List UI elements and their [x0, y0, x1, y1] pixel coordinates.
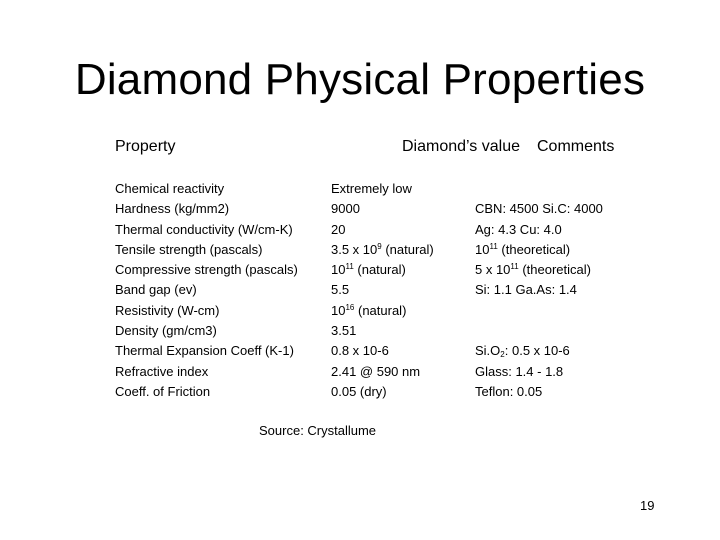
text-segment: Si.O [475, 343, 501, 359]
text-segment: Si: 1.1 Ga.As: 1.4 [475, 282, 577, 298]
diamond-value [331, 240, 434, 260]
text-segment: 5.5 [331, 282, 350, 298]
text-segment: 10 [475, 241, 490, 257]
text-segment: (natural) [354, 302, 407, 318]
property-label: Refractive index [115, 363, 209, 379]
comment [475, 301, 603, 321]
text-segment: 11 [345, 262, 354, 272]
text-segment: (theoretical) [518, 262, 591, 278]
diamond-value [331, 321, 434, 341]
comment [475, 341, 603, 361]
property-label: Density (gm/cm3) [115, 323, 217, 339]
text-segment: 9000 [331, 201, 360, 217]
page-number: 19 [640, 498, 655, 513]
property-label: Hardness (kg/mm2) [115, 201, 230, 217]
comment [475, 321, 603, 341]
comment-column [475, 179, 603, 402]
text-segment: (natural) [353, 262, 406, 278]
text-segment: Extremely low [331, 181, 412, 196]
comment [475, 382, 603, 402]
value-column [331, 179, 434, 402]
text-segment: (theoretical) [497, 241, 571, 257]
text-segment: CBN: 4500 Si.C: 4000 [475, 201, 603, 217]
text-segment: 11 [489, 241, 498, 251]
text-segment: 5 x 10 [475, 262, 511, 278]
diamond-value [331, 260, 434, 280]
text-segment: 0.8 x 10-6 [331, 343, 389, 359]
diamond-value [331, 199, 434, 219]
text-segment: Ag: 4.3 Cu: 4.0 [475, 221, 562, 237]
text-segment: 2 [500, 350, 505, 360]
comment [475, 280, 603, 300]
text-segment: 3.51 [331, 323, 357, 339]
comment [475, 240, 603, 260]
diamond-value [331, 382, 434, 402]
text-segment: : 0.5 x 10-6 [504, 343, 570, 359]
diamond-value [331, 301, 434, 321]
header-property: Property [115, 138, 176, 155]
diamond-value [331, 179, 434, 199]
header-comments: Comments [537, 138, 615, 155]
diamond-value [331, 280, 434, 300]
slide-title: Diamond Physical Properties [74, 55, 646, 104]
property-label: Tensile strength (pascals) [115, 241, 263, 257]
text-segment: 10 [331, 302, 346, 318]
source-note: Source: Crystallume [259, 423, 377, 438]
text-segment: 20 [331, 221, 346, 237]
header-value: Diamond’s value [402, 138, 520, 155]
comment [475, 260, 603, 280]
property-label: Compressive strength (pascals) [115, 262, 298, 278]
property-label: Coeff. of Friction [115, 383, 211, 399]
comment [475, 199, 603, 219]
text-segment: 3.5 x 10 [331, 241, 378, 257]
property-label: Band gap (ev) [115, 282, 197, 298]
comment [475, 362, 603, 382]
text-segment: Glass: 1.4 - 1.8 [475, 363, 564, 379]
text-segment: 2.41 @ 590 nm [331, 363, 421, 379]
text-segment: 0.05 (dry) [331, 383, 387, 399]
property-label: Resistivity (W-cm) [115, 302, 220, 318]
diamond-value [331, 220, 434, 240]
text-segment: 9 [377, 241, 382, 251]
diamond-value [331, 341, 434, 361]
diamond-value [331, 362, 434, 382]
property-label: Chemical reactivity [115, 181, 225, 196]
comment [475, 179, 603, 199]
text-segment: 10 [331, 262, 346, 278]
comment [475, 220, 603, 240]
text-segment: 11 [510, 262, 519, 272]
property-label: Thermal conductivity (W/cm-K) [115, 221, 293, 237]
text-segment: (natural) [381, 241, 434, 257]
property-column [115, 179, 298, 402]
text-segment: 16 [345, 302, 355, 312]
text-segment: Teflon: 0.05 [475, 383, 543, 399]
property-label: Thermal Expansion Coeff (K-1) [115, 343, 294, 359]
